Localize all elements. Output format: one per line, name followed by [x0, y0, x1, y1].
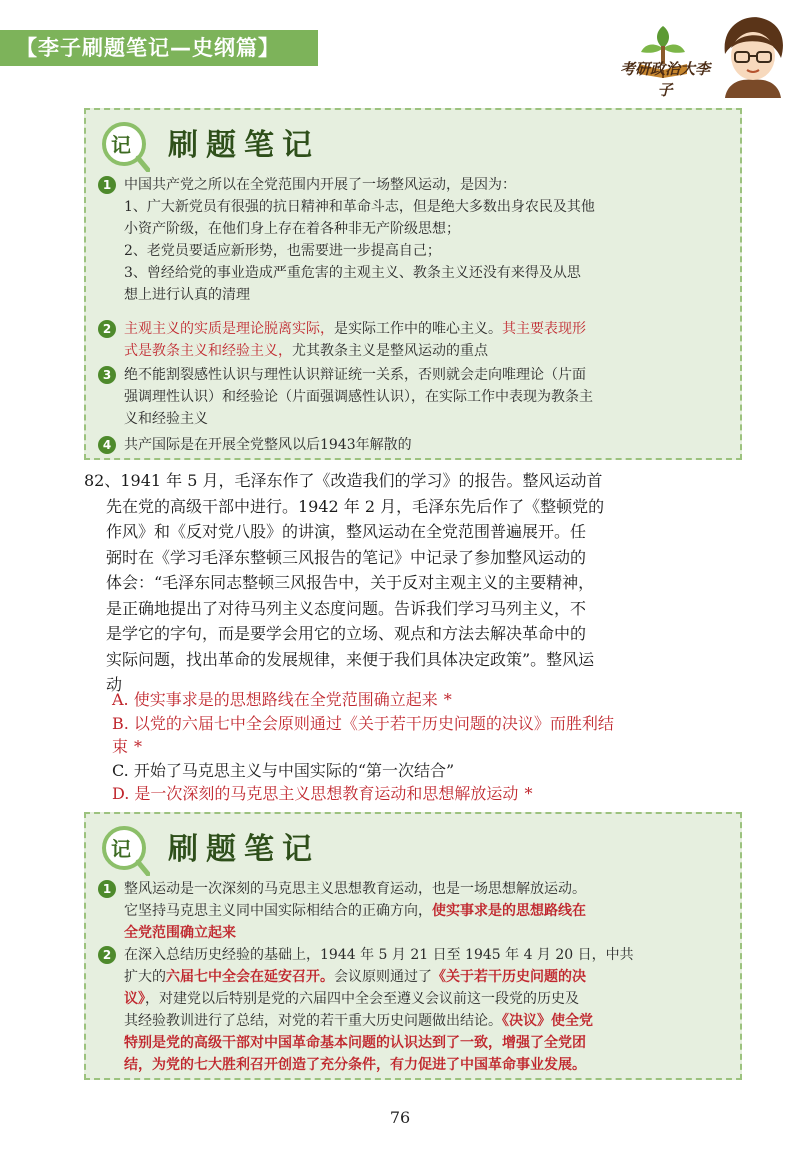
note-item [102, 174, 728, 306]
option-b: B. 以党的六届七中全会原则通过《关于若干历史问题的决议》而胜利结 [112, 713, 614, 733]
item-number-badge: 4 [98, 436, 116, 454]
section-tab: 【李子刷题笔记—史纲篇】 [0, 30, 318, 66]
highlight-text: 全党范围确立起来 [124, 925, 236, 941]
highlight-text: 特别是党的高级干部对中国革命基本问题的认识达到了一致，增强了全党团 [124, 1035, 586, 1051]
note-text: 是实际工作中的唯心主义。 [334, 321, 502, 337]
option-d: D. 是一次深刻的马克思主义思想教育运动和思想解放运动 * [112, 784, 533, 803]
note-text: 它坚持马克思主义同中国实际相结合的正确方向， [124, 903, 432, 919]
note-line: 共产国际是在开展全党整风以后1943年解散的 [124, 437, 412, 453]
question-line: 作风》和《反对党八股》的讲演，整风运动在全党范围普遍展开。任 [106, 522, 587, 541]
brand-name: 考研政治大李子 [619, 60, 710, 99]
question-line: 体会：“毛泽东同志整顿三风报告中，关于反对主观主义的主要精神， [106, 573, 595, 592]
note-badge-text: 记 [111, 133, 131, 157]
note-line: 整风运动是一次深刻的马克思主义思想教育运动，也是一场思想解放运动。 [124, 881, 586, 897]
note-item [102, 318, 728, 362]
question-stem [84, 468, 744, 698]
note-line: 在深入总结历史经验的基础上，1944 年 5 月 21 日至 1945 年 4 月 20 日，中共 [124, 947, 634, 963]
note-line: 想上进行认真的清理 [124, 287, 250, 303]
item-number-badge: 2 [98, 946, 116, 964]
option-c: C. 开始了马克思主义与中国实际的“第一次结合” [112, 760, 455, 780]
question-line: 先在党的高级干部中进行。1942 年 2 月，毛泽东先后作了《整顿党的 [106, 496, 605, 516]
option-a: A. 使实事求是的思想路线在全党范围确立起来 * [112, 690, 452, 709]
question-line: 实际问题，找出革命的发展规律，来便于我们具体决定政策”。整风运 [106, 649, 595, 669]
note-line: 1、广大新党员有很强的抗日精神和革命斗志，但是绝大多数出身农民及其他 [124, 199, 595, 215]
study-note-1 [84, 108, 742, 460]
option-b-continued: 束 * [112, 737, 143, 756]
highlight-text: 结，为党的七大胜利召开创造了充分条件，有力促进了中国革命事业发展。 [124, 1057, 586, 1073]
note-text: ，对建党以后特别是党的六届四中全会至遵义会议前这一段党的历史及 [145, 991, 579, 1007]
question-line: 弼时在《学习毛泽东整顿三风报告的笔记》中记录了参加整风运动的 [106, 547, 587, 567]
question-line: 动 [106, 675, 123, 694]
item-number-badge: 1 [98, 880, 116, 898]
note-badge-text: 记 [111, 837, 131, 861]
note-line: 2、老党员要适应新形势，也需要进一步提高自己； [124, 243, 441, 259]
note-item [102, 434, 728, 456]
note-line: 小资产阶级，在他们身上存在着各种非无产阶级思想； [124, 221, 460, 237]
question-line: 是学它的字句，而是要学会用它的立场、观点和方法去解决革命中的 [106, 624, 587, 643]
highlight-text: 使实事求是的思想路线在 [432, 903, 586, 919]
note-text: 扩大的 [124, 969, 166, 985]
page-number: 76 [389, 1108, 411, 1127]
note-title: 刷题笔记 [168, 128, 320, 163]
note-item [102, 878, 728, 944]
item-number-badge: 3 [98, 366, 116, 384]
note-line: 义和经验主义 [124, 411, 208, 427]
question-line: 82、1941 年 5 月，毛泽东作了《改造我们的学习》的报告。整风运动首 [84, 471, 603, 490]
note-item [102, 364, 728, 430]
answer-options [112, 688, 752, 806]
item-number-badge: 1 [98, 176, 116, 194]
note-line: 绝不能割裂感性认识与理性认识辩证统一关系，否则就会走向唯理论（片面 [124, 367, 586, 383]
highlight-text: 其主要表现形 [502, 321, 586, 337]
highlight-text: 《决议》使全党 [502, 1013, 593, 1029]
note-item [102, 944, 728, 1076]
highlight-text: 议》 [124, 991, 145, 1007]
note-line: 强调理性认识）和经验论（片面强调感性认识），在实际工作中表现为教条主 [124, 389, 593, 405]
note-text: 尤其教条主义是整风运动的重点 [292, 343, 488, 359]
study-note-2 [84, 812, 742, 1080]
brand-logo [615, 14, 791, 100]
note-line: 3、曾经给党的事业造成严重危害的主观主义、教条主义还没有来得及从思 [124, 265, 581, 281]
note-title: 刷题笔记 [168, 832, 320, 867]
highlight-text: 六届七中全会在延安召开。 [166, 969, 334, 985]
avatar [717, 14, 789, 98]
note-line: 中国共产党之所以在全党范围内开展了一场整风运动，是因为： [124, 177, 516, 193]
highlight-text: 《关于若干历史问题的决 [432, 969, 586, 985]
note-text: 其经验教训进行了总结，对党的若干重大历史问题做出结论。 [124, 1013, 502, 1029]
highlight-text: 式是教条主义和经验主义， [124, 343, 292, 359]
item-number-badge: 2 [98, 320, 116, 338]
question-line: 是正确地提出了对待马列主义态度问题。告诉我们学习马列主义，不 [106, 598, 587, 618]
note-text: 会议原则通过了 [334, 969, 432, 985]
highlight-text: 主观主义的实质是理论脱离实际， [124, 321, 334, 337]
